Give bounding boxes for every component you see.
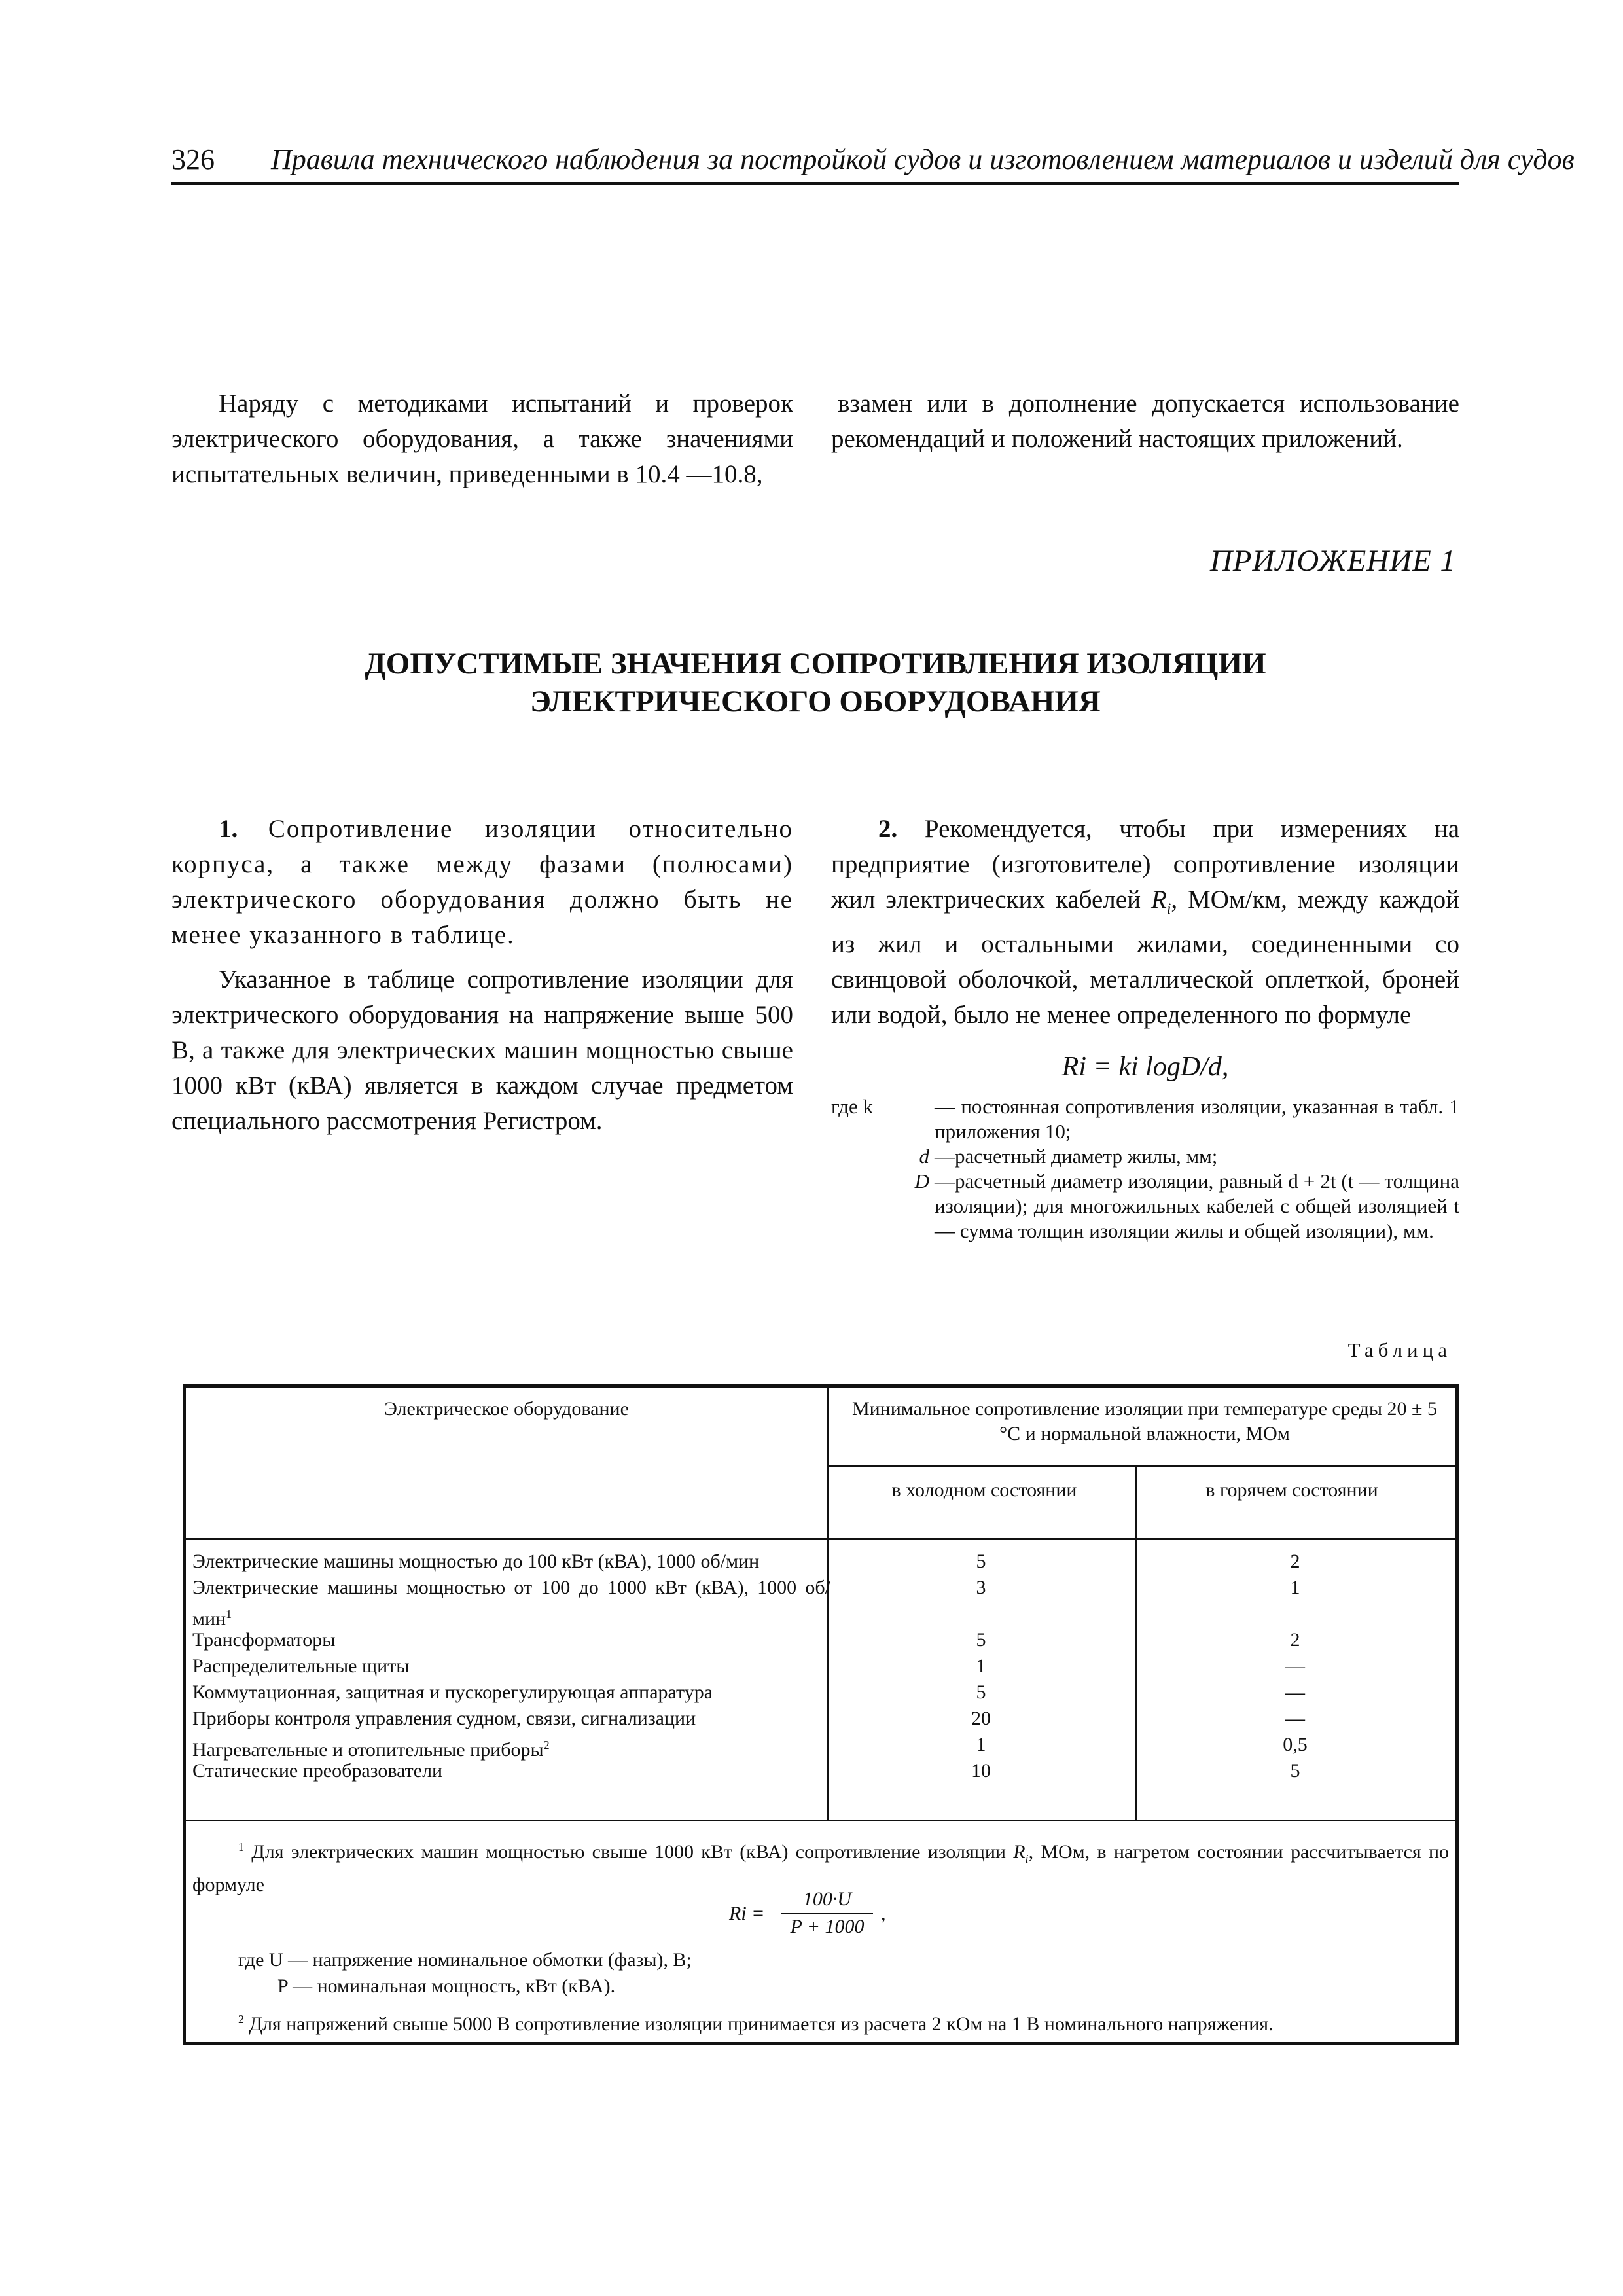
table-row-cold: 3 [976, 1577, 986, 1598]
table-row-label: Нагревательные и отопительные приборы$^2$ [192, 1738, 550, 1761]
footnote-1-where-u: где U — напряжение номинальное обмотки (фазы), В; [238, 1949, 692, 1971]
section-2-number: 2. [878, 815, 898, 843]
intro-right: взамен или в дополнение допускается использование рекомендаций и положений настоящих приложений. [831, 389, 1459, 453]
table-row-label: Статические преобразователи [192, 1760, 443, 1782]
table-row-label: Электрические машины мощностью до 100 кВт (кВА), 1000 об/мин [192, 1551, 760, 1572]
definition-d-symbol: d [919, 1144, 929, 1168]
definition-d-text: —расчетный диаметр жилы, мм; [935, 1144, 1218, 1168]
intro-left: Наряду с методиками испытаний и проверок электрического оборудования, а также значениями испытательных величин, приведенными в 10.4 —10.8, [171, 389, 793, 488]
definition-k-text: — постоянная сопротивления изоляции, указанная в табл. 1 приложения 10; [935, 1094, 1459, 1143]
definition-D-text: —расчетный диаметр изоляции, равный d + 2t (t — толщина изоляции); для многожильных кабелей с общей изоляцией t — сумма толщин изоляции жилы и общей изоляции), мм. [935, 1169, 1459, 1242]
table-row-cold: 5 [976, 1681, 986, 1703]
section-2-para-1: 2. Рекомендуется, чтобы при измерениях на предприятие (изготовителе) сопротивление изоляции жил электрических кабелей $R_i$, МОм/км, между каждой из жил и остальными жилами, соединенными со свинцовой оболочкой, металлической оплеткой, броней или водой, было не менее определенного по формуле [831, 815, 1459, 1029]
table-divider-subhead [827, 1465, 1455, 1467]
table-row-cold: 5 [976, 1551, 986, 1572]
formula-definitions [831, 1094, 1459, 1244]
table-row-hot: 0,5 [1283, 1734, 1308, 1755]
definition-k-symbol: где k [831, 1094, 873, 1118]
insulation-table [183, 1384, 1459, 2045]
table-row-label: Электрические машины мощностью от 100 до 1000 кВт (кВА), 1000 об/мин$^1$ [192, 1577, 830, 1630]
table-row-cold: 20 [971, 1708, 991, 1729]
section-2 [831, 812, 1459, 1244]
section-1-number: 1. [219, 815, 238, 843]
section-2-var: R [1150, 886, 1167, 914]
table-row-cold: 1 [976, 1734, 986, 1755]
formula-lhs: Ri = [729, 1903, 765, 1924]
table-row-label: Распределительные щиты [192, 1655, 410, 1677]
formula-tail: , [881, 1903, 886, 1924]
table-divider-notes [186, 1820, 1455, 1821]
cable-formula: Ri = ki logD/d, [1061, 1051, 1229, 1082]
header-min-resistance: Минимальное сопротивление изоляции при температуре среды 20 ± 5 °С и нормальной влажности, МОм [851, 1398, 1438, 1444]
definition-d [831, 1144, 1459, 1169]
table-row-cold: 5 [976, 1629, 986, 1651]
table-row-hot: 2 [1290, 1629, 1300, 1651]
definition-D-symbol: D [914, 1169, 929, 1193]
header-cold: в холодном состоянии [891, 1479, 1077, 1501]
formula-denominator: P + 1000 [790, 1916, 865, 1937]
header-hot: в горячем состоянии [1205, 1479, 1378, 1501]
page-number: 326 [171, 143, 215, 175]
appendix-label: ПРИЛОЖЕНИЕ 1 [1209, 544, 1456, 578]
table-row-hot: — [1285, 1708, 1305, 1729]
section-1-para-2: Указанное в таблице сопротивление изоляции для электрического оборудования на напряжение выше 500 В, а также для электрических машин мощностью свыше 1000 кВт (кВА) является в каждом случае предметом специального рассмотрения Регистром. [171, 965, 793, 1135]
section-1 [171, 812, 793, 1139]
footnote-1-where-p: P — номинальная мощность, кВт (кВА). [277, 1975, 616, 1997]
formula-bar [781, 1913, 873, 1914]
title-line-2: ЭЛЕКТРИЧЕСКОГО ОБОРУДОВАНИЯ [530, 685, 1101, 719]
formula-numerator: 100·U [802, 1888, 852, 1910]
table-row-hot: — [1285, 1681, 1305, 1703]
table-row-hot: 2 [1290, 1551, 1300, 1572]
table-row-cold: 1 [976, 1655, 986, 1677]
section-2-text-a: Рекомендуется, чтобы при измерениях на предприятие (изготовителе) сопротивление изоляции жил электрических кабелей [831, 815, 1459, 914]
document-title [171, 645, 1459, 721]
section-1-text: Сопротивление изоляции относительно корпуса, а также между фазами (полюсами) электрического оборудования должно быть не менее указанного в таблице. [171, 815, 793, 949]
definition-k [831, 1094, 1459, 1144]
table-row-hot: 1 [1290, 1577, 1300, 1598]
footnote-1: $^1$ Для электрических машин мощностью свыше 1000 кВт (кВА) сопротивление изоляции $R_i$, МОм, в нагретом состоянии рассчитывается по формуле [192, 1840, 1450, 1895]
table-row-label: Коммутационная, защитная и пускорегулирующая аппаратура [192, 1681, 713, 1703]
table-row-hot: 5 [1290, 1760, 1300, 1782]
section-2-text-b: , МОм/км, между каждой из жил и остальными жилами, соединенными со свинцовой оболочкой, металлической оплеткой, броней или водой, было не менее определенного по формуле [831, 886, 1459, 1029]
table-row-label: Приборы контроля управления судном, связи, сигнализации [192, 1708, 696, 1729]
table-caption: Таблица [1347, 1338, 1452, 1361]
section-1-para-1 [171, 812, 793, 953]
table-row-hot: — [1285, 1655, 1305, 1677]
running-header [171, 139, 1575, 185]
footnote-2: $^2$ Для напряжений свыше 5000 В сопротивление изоляции принимается из расчета 2 кОм на 1 В номинального напряжения. [238, 2013, 1274, 2035]
definition-D [831, 1169, 1459, 1244]
table-row-label: Трансформаторы [192, 1629, 336, 1651]
title-line-1: ДОПУСТИМЫЕ ЗНАЧЕНИЯ СОПРОТИВЛЕНИЯ ИЗОЛЯЦИИ [365, 647, 1266, 681]
table-row-cold: 10 [971, 1760, 991, 1782]
power-formula [729, 1888, 1122, 1941]
running-title: Правила технического наблюдения за постройкой судов и изготовлением материалов и изделий для судов [271, 143, 1575, 175]
table-divider-head [186, 1538, 1455, 1540]
header-equipment: Электрическое оборудование [384, 1398, 629, 1420]
